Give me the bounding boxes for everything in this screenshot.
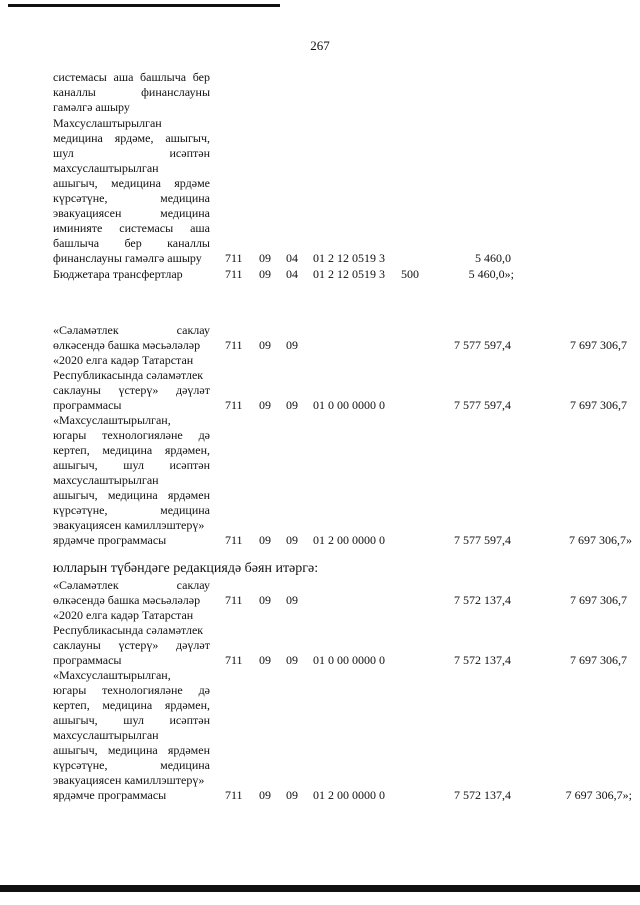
podrazdel-code: 09 (286, 653, 298, 667)
podrazdel-code: 09 (286, 338, 298, 352)
expense-type-code: 500 (401, 267, 419, 281)
text-line: эвакуациясен камиллэштерү» (53, 518, 205, 532)
text-line: саклауны үстерү» дәүләт (53, 638, 210, 652)
text-line: югары технологияләне дә (53, 428, 210, 442)
amount-year2: 7 697 306,7» (569, 533, 632, 547)
scan-bottom-bar (0, 885, 640, 892)
text-line: Махсуслаштырылган (53, 116, 162, 130)
text-line: күрсәтүне, медицина (53, 191, 210, 205)
vedomstvo-code: 711 (225, 338, 243, 352)
page-number: 267 (310, 38, 330, 53)
text-line: ашыгыч, медицина ярдәмен (53, 488, 210, 502)
text-line: Республикасында сәламәтлек (53, 623, 204, 637)
razdel-code: 09 (259, 398, 271, 412)
target-article-code: 01 2 00 0000 0 (313, 533, 385, 547)
amount-year1: 7 572 137,4 (454, 788, 511, 802)
podrazdel-code: 09 (286, 533, 298, 547)
razdel-code: 09 (259, 788, 271, 802)
text-line: күрсәтүне, медицина (53, 758, 210, 772)
text-line: кертеп, медицина ярдәмен, (53, 443, 210, 457)
text-line: ашыгыч, шул исәптән (53, 713, 210, 727)
text-line: кертеп, медицина ярдәмен, (53, 698, 210, 712)
text-line: Республикасында сәламәтлек (53, 368, 204, 382)
text-line: финанслауны гамәлгә ашыру (53, 251, 202, 265)
amount-year2: 7 697 306,7 (570, 398, 627, 412)
vedomstvo-code: 711 (225, 533, 243, 547)
text-line: өлкәсендә башка мәсьәләләр (53, 593, 201, 607)
text-line: саклауны үстерү» дәүләт (53, 383, 210, 397)
target-article-code: 01 0 00 0000 0 (313, 653, 385, 667)
text-line: махсуслаштырылган (53, 728, 159, 742)
text-line: ашыгыч, шул исәптән (53, 458, 210, 472)
text-line: «Сәламәтлек саклау (53, 323, 210, 337)
podrazdel-code: 04 (286, 267, 298, 281)
text-line: күрсәтүне, медицина (53, 503, 210, 517)
amount-year2: 7 697 306,7»; (565, 788, 632, 802)
text-line: программасы (53, 653, 122, 667)
text-line: өлкәсендә башка мәсьәләләр (53, 338, 201, 352)
amount-year2: 7 697 306,7 (570, 338, 627, 352)
target-article-code: 01 2 12 0519 3 (313, 251, 385, 265)
amount-year1: 7 577 597,4 (454, 398, 511, 412)
target-article-code: 01 2 12 0519 3 (313, 267, 385, 281)
text-line: «2020 елга кадәр Татарстан (53, 608, 194, 622)
text-line: гамәлгә ашыру (53, 100, 130, 114)
text-line: «Сәламәтлек саклау (53, 578, 210, 592)
text-line: «2020 елга кадәр Татарстан (53, 353, 194, 367)
vedomstvo-code: 711 (225, 653, 243, 667)
text-line: ярдәмче программасы (53, 533, 167, 547)
section-heading: юлларын түбәндәге редакциядә бәян итәргә: (53, 561, 319, 576)
amount-year1: 7 572 137,4 (454, 653, 511, 667)
text-line: эвакуациясен медицина (53, 206, 210, 220)
text-line: махсуслаштырылган (53, 161, 159, 175)
amount-year1: 7 577 597,4 (454, 533, 511, 547)
razdel-code: 09 (259, 533, 271, 547)
text-line: эвакуациясен камиллэштерү» (53, 773, 205, 787)
razdel-code: 09 (259, 593, 271, 607)
text-line: башлыча бер каналлы (53, 236, 210, 250)
text-line: «Махсуслаштырылган, (53, 668, 171, 682)
text-line: медицина ярдәме, ашыгыч, (53, 131, 210, 145)
razdel-code: 09 (259, 338, 271, 352)
text-line: шул исәптән (53, 146, 210, 160)
text-line: программасы (53, 398, 122, 412)
scan-top-bar (8, 4, 280, 7)
text-line: ашыгыч, медицина ярдәмен (53, 743, 210, 757)
vedomstvo-code: 711 (225, 593, 243, 607)
amount-year1: 7 572 137,4 (454, 593, 511, 607)
podrazdel-code: 09 (286, 398, 298, 412)
amount-year1: 5 460,0»; (468, 267, 514, 281)
razdel-code: 09 (259, 267, 271, 281)
razdel-code: 09 (259, 653, 271, 667)
razdel-code: 09 (259, 251, 271, 265)
text-line: каналлы финанслауны (53, 85, 210, 99)
vedomstvo-code: 711 (225, 267, 243, 281)
amount-year2: 7 697 306,7 (570, 653, 627, 667)
text-line: «Махсуслаштырылган, (53, 413, 171, 427)
text-line: ярдәмче программасы (53, 788, 167, 802)
podrazdel-code: 09 (286, 593, 298, 607)
text-line: иминияте системасы аша (53, 221, 210, 235)
text-line: Бюджетара трансфертлар (53, 267, 183, 281)
podrazdel-code: 09 (286, 788, 298, 802)
podrazdel-code: 04 (286, 251, 298, 265)
target-article-code: 01 2 00 0000 0 (313, 788, 385, 802)
text-line: системасы аша башлыча бер (53, 70, 210, 84)
vedomstvo-code: 711 (225, 251, 243, 265)
text-line: махсуслаштырылган (53, 473, 159, 487)
vedomstvo-code: 711 (225, 788, 243, 802)
amount-year1: 5 460,0 (475, 251, 511, 265)
target-article-code: 01 0 00 0000 0 (313, 398, 385, 412)
text-line: ашыгыч, медицина ярдәме (53, 176, 210, 190)
text-line: югары технологияләне дә (53, 683, 210, 697)
vedomstvo-code: 711 (225, 398, 243, 412)
amount-year1: 7 577 597,4 (454, 338, 511, 352)
amount-year2: 7 697 306,7 (570, 593, 627, 607)
